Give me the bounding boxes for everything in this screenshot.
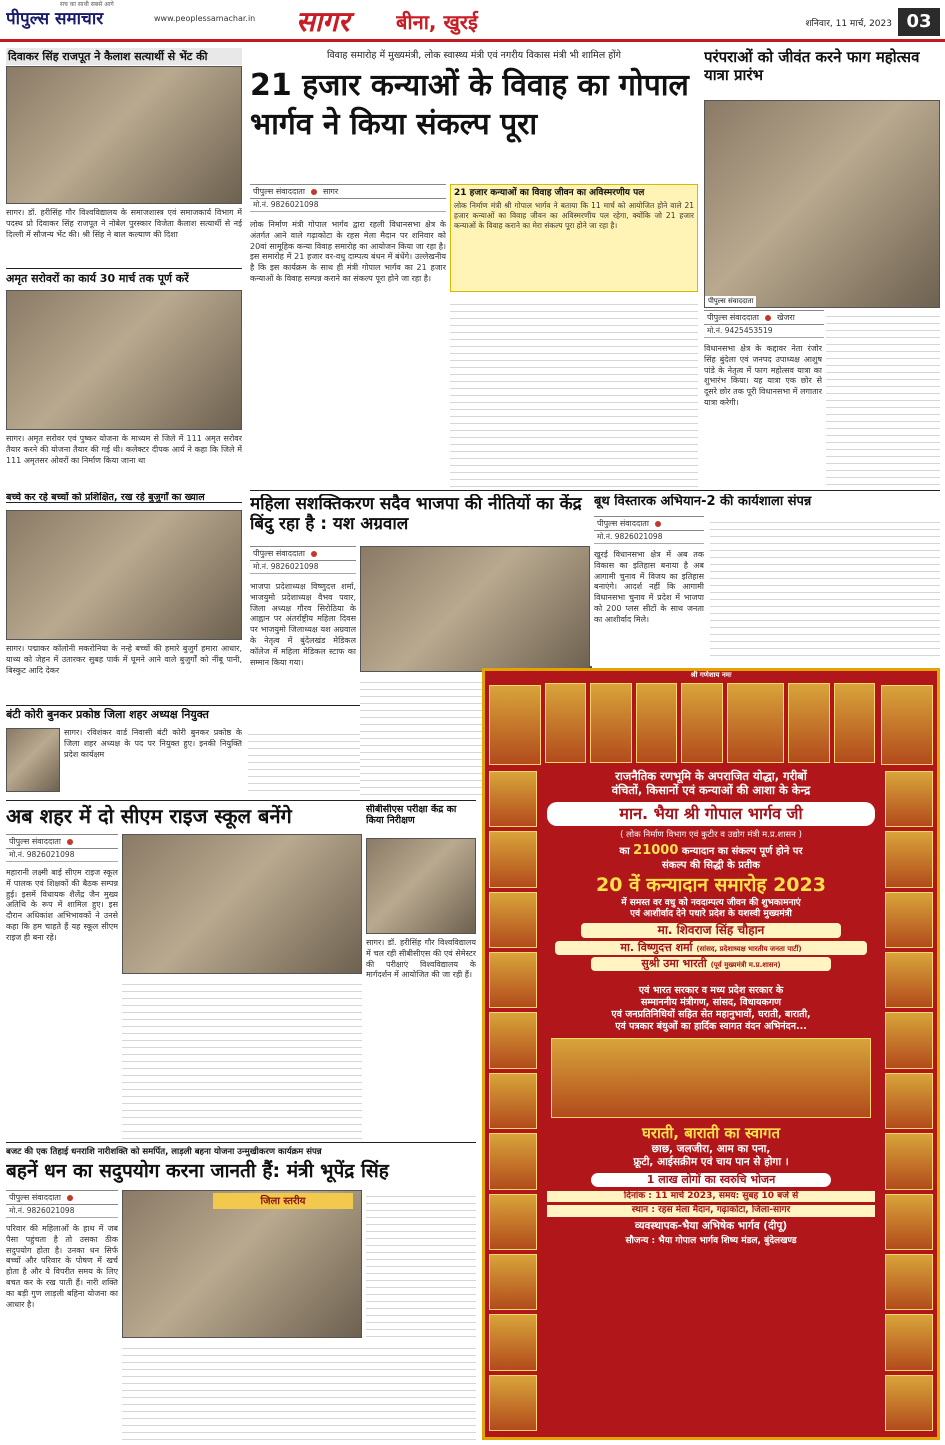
kanyadan-advertisement bbox=[482, 668, 940, 1440]
thumbnail bbox=[489, 1133, 537, 1189]
thumbnail bbox=[489, 952, 537, 1008]
cbse-headline: सीबीसीएस परीक्षा केंद्र का किया निरीक्षण bbox=[366, 804, 457, 827]
byline: पीपुल्स संवाददाता bbox=[6, 834, 118, 849]
thumbnail bbox=[489, 1314, 537, 1370]
divider bbox=[250, 490, 940, 491]
ad-thumbs-left bbox=[489, 771, 537, 1431]
ad-welcome: घराती, बाराती का स्वागत bbox=[641, 1124, 781, 1143]
body: सागर। अमृत सरोवर एवं पुष्कर योजना के माध्यम से जिले में 111 अमृत सरोवर तैयार करने की योजना तैयार की गई थी। कलेक्टर दीपक आर्य ने कहा कि जिले में 111 अमृतसर ओवरों का निर्माण किया जाना था bbox=[6, 434, 242, 465]
ad-line6: सम्माननीय मंत्रीगण, सांसद, विधायकगण bbox=[640, 996, 782, 1008]
portrait bbox=[590, 683, 631, 763]
ad-date-row bbox=[547, 1191, 875, 1202]
mobile: मो.नं. 9425453519 bbox=[704, 325, 824, 338]
cbse-body: सागर। डॉ. हरीसिंह गौर विश्वविद्यालय में चल रही सीबीसीएस की एवं सेमेस्टर की परीक्षाएं विश्वविद्यालय के मार्गदर्शन में आयोजित की जा रही हैं। bbox=[366, 938, 476, 980]
ad-g3-post: (पूर्व मुख्यमंत्री म.प्र.शासन) bbox=[710, 961, 781, 970]
ad-centre bbox=[541, 769, 881, 1437]
ad-courtesy: सौजन्य : भैया गोपाल भार्गव शिष्य मंडल, बुंदेलखण्ड bbox=[625, 1235, 797, 1246]
thumbnail bbox=[885, 892, 933, 948]
lead-photo bbox=[590, 666, 592, 668]
thumbnail bbox=[489, 1012, 537, 1068]
ad-date-label: दिनांक : bbox=[623, 1191, 652, 1202]
portrait bbox=[545, 683, 586, 763]
story-amrit bbox=[6, 272, 242, 500]
ad-guest-2 bbox=[555, 941, 867, 955]
ad-line1-a: का bbox=[619, 846, 630, 858]
photo-caption: पीपुल्स संवाददाता bbox=[705, 296, 756, 307]
cmrise-body: महारानी लक्ष्मी बाई सीएम राइज स्कूल में पालक एवं शिक्षकों की बैठक सम्पन्न हुई। इसमें विधायक शैलेंद्र जैन मुख्य अतिथि के रूप में शामिल हुए। इस दौरान अधिकांश अभिभावकों ने उनसे कहा कि हम चाहते हैं यह स्कूल सीएम राइज ही बना रहे। bbox=[6, 868, 118, 942]
ad-time-label: समय: bbox=[718, 1191, 740, 1202]
divider bbox=[6, 268, 242, 269]
page-number: 03 bbox=[898, 8, 940, 36]
byline: पीपुल्स संवाददाता bbox=[250, 546, 356, 561]
lead-byline-box bbox=[250, 184, 446, 212]
ad-venue-label: स्थान : bbox=[631, 1205, 655, 1216]
yash-body: भाजपा प्रदेशाध्यक्ष विष्णुदत्त शर्मा, भाजयुमो प्रदेशाध्यक्ष वैभव पवार, जिला अध्यक्ष गौरव सिरोठिया के आह्वान पर अंतर्राष्ट्रीय महिला दिवस पर भाजयुमो जिलाध्यक्ष यश अग्रवाल के नेतृत्व में बुंदेलखंड मेडिकल कॉलेज में महिला मेडिकल स्टाफ का सम्मान किया गया। bbox=[250, 582, 356, 667]
portrait bbox=[681, 683, 722, 763]
story-children bbox=[6, 492, 242, 702]
ad-line3: में समस्त वर वधु को नवदाम्पत्य जीवन की शुभकामनाएं bbox=[621, 897, 801, 908]
thumbnail bbox=[885, 1194, 933, 1250]
story-booth bbox=[594, 494, 940, 664]
photo bbox=[6, 510, 242, 640]
ad-line7: एवं जनप्रतिनिधियों सहित सेत महानुभावों, घराती, बाराती, bbox=[611, 1008, 811, 1020]
body: सागर। डॉ. हरीसिंह गौर विश्वविद्यालय के समाजशास्त्र एवं समाजकार्य विभाग में पदस्थ प्रो दिवाकर सिंह राजपूत ने नोबेल पुरस्कार विजेता कैलाश सत्यार्थी से नई दिल्ली में सौजन्य भेंट की। श्री सिंह ने बाल कल्याण की दिशा bbox=[6, 208, 242, 239]
thumbnail bbox=[885, 1314, 933, 1370]
thumbnail bbox=[885, 771, 933, 827]
thumbnail bbox=[489, 1254, 537, 1310]
mobile: मो.नं. 9826021098 bbox=[6, 849, 118, 862]
photo bbox=[122, 1190, 362, 1338]
fag-headline: परंपराओं को जीवंत करने फाग महोत्सव यात्रा प्रारंभ bbox=[704, 48, 920, 84]
photo bbox=[704, 100, 940, 308]
lead-continued bbox=[450, 298, 698, 488]
thumbnail bbox=[885, 1012, 933, 1068]
ad-cm: मा. शिवराज सिंह चौहान bbox=[581, 923, 841, 938]
ad-g2-post: (सांसद, प्रदेशाध्यक्ष भारतीय जनता पार्टी) bbox=[696, 945, 802, 954]
body: सागर। रविशंकर वार्ड निवासी बंटी कोरी बुनकर प्रकोष्ठ के जिला शहर अध्यक्ष के पद पर नियुक्त हुए। इनकी नियुक्ति प्रदेश कार्यक्षम bbox=[64, 728, 242, 759]
ad-post: ( लोक निर्माण विभाग एवं कुटीर व उद्योग मंत्री म.प्र.शासन ) bbox=[620, 829, 802, 840]
ad-date: 11 मार्च 2023, bbox=[655, 1191, 716, 1202]
ad-line1-b: कन्यादान का संकल्प पूर्ण होने पर bbox=[681, 846, 803, 858]
bhupendra-col4 bbox=[366, 1190, 476, 1338]
photo bbox=[6, 290, 242, 430]
bhupendra-body: परिवार की महिलाओं के हाथ में जब पैसा पहुंचता है तो उसका ठीक सदुपयोग होता है। उनका धन सिर्फ बच्चों और परिवार के पोषण में खर्च होता है और ये विपरीत समय के लिए बचत कर के रख पाती हैं। नारी शक्ति का बड़ी गुण लाड़ली बहिना योजना का आधार है। bbox=[6, 1224, 118, 1309]
thumbnail bbox=[885, 1375, 933, 1431]
divider bbox=[6, 1142, 476, 1143]
byline: पीपुल्स संवाददाता bbox=[6, 1190, 118, 1205]
portrait bbox=[788, 683, 829, 763]
ad-tagline-1: राजनैतिक रणभूमि के अपराजित योद्धा, गरीबों bbox=[615, 769, 807, 783]
yash-byline-box bbox=[250, 546, 356, 574]
headline: अमृत सरोवरों का कार्य 30 मार्च तक पूर्ण करें bbox=[6, 272, 189, 285]
lead-story bbox=[250, 48, 698, 488]
booth-body: खुरई विधानसभा क्षेत्र में अब तक विकास का इतिहास बनाया है अब आगामी चुनाव में विजय का इतिहास बनाएंगे। आदर्श नहीं कि आगामी विधानसभा चुनाव में प्रदेश में भाजपा को 200 प्लस सीटों के साथ जनता का आशीर्वाद मिले। bbox=[594, 550, 704, 624]
story-fag bbox=[704, 48, 940, 488]
lead-body: लोक निर्माण मंत्री गोपाल भार्गव द्वारा रहली विधानसभा क्षेत्र के अंतर्गत आने वाले गढ़ाकोटा के रहस मेला मैदान पर शनिवार को 20वां सामूहिक कन्या विवाह समारोह का आयोजन किया जा रहा है। इस समारोह में 21 हजार वर-वधु दाम्पत्य बंधन में बंधेंगे। उल्लेखनीय है कि इस कार्यक्रम के साथ ही मंत्री गोपाल भार्गव का 21 हजार कन्याओं के विवाह सम्पन्न कराने का संकल्प पूरा होने जा रहा है। bbox=[250, 220, 446, 283]
thumbnail bbox=[489, 1375, 537, 1431]
ad-org: भैया अभिषेक भार्गव (दीपू) bbox=[682, 1219, 788, 1232]
issue-date: शनिवार, 11 मार्च, 2023 bbox=[805, 19, 892, 29]
ad-top: श्री गणेशाय नमः bbox=[690, 671, 732, 679]
cmrise-byline-box bbox=[6, 834, 118, 862]
city-title: सागर bbox=[296, 5, 350, 36]
headline: दिवाकर सिंह राजपूत ने कैलाश सत्यार्थी से भेंट की bbox=[6, 48, 242, 65]
bhupendra-kicker: बजट की एक तिहाई धनराशि नारीशक्ति को समर्पित, लाड़ली बहना योजना उन्मुखीकरण कार्यक्रम संपन्न bbox=[6, 1147, 322, 1157]
photo bbox=[122, 834, 362, 974]
cmrise-continued bbox=[122, 978, 362, 1140]
ad-line2: संकल्प की सिद्धी के प्रतीक bbox=[662, 859, 760, 871]
byline: पीपुल्स संवाददाता bbox=[594, 516, 704, 531]
headline: बच्चे कर रहे बच्चों को प्रशिक्षित, रख रहे बुजुर्गों का ख्याल bbox=[6, 492, 205, 503]
ad-org-label: व्यवस्थापक- bbox=[634, 1219, 683, 1232]
ganesh-image bbox=[727, 683, 784, 763]
ad-time: सुबह 10 बजे से bbox=[742, 1191, 799, 1202]
ad-line5: एवं भारत सरकार व मध्य प्रदेश सरकार के bbox=[638, 984, 784, 996]
masthead bbox=[0, 0, 945, 42]
mobile: मो.नं. 9826021098 bbox=[6, 1205, 118, 1218]
thumbnail bbox=[885, 952, 933, 1008]
ad-organiser bbox=[541, 1220, 881, 1233]
ad-line1 bbox=[541, 843, 881, 859]
thumbnail bbox=[885, 1073, 933, 1129]
ad-line8: एवं पत्रकार बंधुओं का हार्दिक स्वागत वंदन अभिनंदन... bbox=[615, 1020, 807, 1032]
ad-big-number: 21000 bbox=[633, 843, 679, 859]
lead-highlight-box bbox=[450, 184, 698, 292]
mobile: मो.नं. 9826021098 bbox=[594, 531, 704, 544]
fag-body: विधानसभा क्षेत्र के कद्दावर नेता रंजोर सिंह बुंदेला एवं जनपद उपाध्यक्ष आशुष पांडे के नेतृत्व में फाग महोत्सव यात्रा का शुभारंभ किया। यह यात्रा एक छोर से दूसरे छोर तक पूरी विधानसभा में लगातार यात्रा करेगी। bbox=[704, 344, 822, 407]
highlight-body: लोक निर्माण मंत्री श्री गोपाल भार्गव ने बताया कि 11 मार्च को आयोजित होने वाले 21 हजार कन्याओं का विवाह जीवन का अविस्मरणीय पल रहेगा, क्योंकि जो 21 हजार कन्याओं के विवाह कराने का मेरा संकल्प पूरा होने जा रहा है। bbox=[454, 200, 694, 231]
photo bbox=[360, 546, 590, 672]
ad-meal: 1 लाख लोगों का स्वरुचि भोजन bbox=[591, 1173, 831, 1187]
event-banner: जिला स्तरीय bbox=[213, 1193, 353, 1209]
lead-kicker: विवाह समारोह में मुख्यमंत्री, लोक स्वास्थ्य मंत्री एवं नगरीय विकास मंत्री भी शामिल होंगे bbox=[326, 50, 622, 61]
ad-tagline-2: वंचितों, किसानों एवं कन्याओं की आशा के केन्द्र bbox=[611, 783, 811, 798]
byline: पीपुल्स संवाददाता सागर bbox=[250, 184, 446, 199]
story-cbse bbox=[366, 804, 476, 1140]
booth-continued bbox=[710, 516, 940, 662]
headline: बंटी कोरी बुनकर प्रकोष्ठ जिला शहर अध्यक्ष नियुक्त bbox=[6, 708, 209, 721]
fag-byline-box bbox=[704, 310, 824, 338]
thumbnail bbox=[885, 831, 933, 887]
portrait bbox=[6, 728, 60, 792]
thumbnail bbox=[885, 1254, 933, 1310]
thumbnail bbox=[885, 1133, 933, 1189]
ad-event: 20 वें कन्यादान समारोह 2023 bbox=[596, 874, 826, 897]
ad-name: मान. भैया श्री गोपाल भार्गव जी bbox=[547, 802, 875, 826]
side-figure-left bbox=[489, 685, 541, 765]
brand-logo: पीपुल्स समाचार bbox=[6, 9, 104, 29]
highlight-title: 21 हजार कन्याओं का विवाह जीवन का अविस्मरणीय पल bbox=[454, 188, 645, 198]
ad-menu-2: फ्रूटी, आईसक्रीम एवं चाय पान से होगा । bbox=[633, 1156, 789, 1169]
ad-venue: रहस मेला मैदान, गढ़ाकोटा, जिला-सागर bbox=[658, 1205, 791, 1216]
ad-menu-1: छाछ, जलजीरा, आम का पना, bbox=[651, 1143, 771, 1156]
ad-portraits bbox=[545, 683, 875, 763]
byline: पीपुल्स संवाददाता खेजरा bbox=[704, 310, 824, 325]
thumbnail bbox=[489, 1194, 537, 1250]
fag-continued bbox=[826, 310, 940, 488]
mobile: मो.नं. 9826021098 bbox=[250, 199, 446, 212]
thumbnail bbox=[489, 831, 537, 887]
booth-byline-box bbox=[594, 516, 704, 544]
photo bbox=[366, 838, 476, 934]
thumbnail bbox=[489, 1073, 537, 1129]
side-figure-right bbox=[881, 685, 933, 765]
bhupendra-continued bbox=[122, 1342, 476, 1440]
body: सागर। पद्माकर कॉलोनी मकरोनिया के नन्हे बच्चों की हमारे बुजुर्ग हमारा आधार, याथ्य को जेहन में उतारकर सुबह पार्क में घूमने आने वाले बुजुर्गों को नींबू पानी, बिस्कुट आदि देकर bbox=[6, 644, 242, 675]
mobile: मो.नं. 9826021098 bbox=[250, 561, 356, 574]
booth-headline: बूथ विस्तारक अभियान-2 की कार्यशाला संपन्न bbox=[594, 494, 812, 509]
thumbnail bbox=[489, 771, 537, 827]
ad-guest-3 bbox=[591, 957, 831, 971]
bhupendra-headline: बहनें धन का सदुपयोग करना जानती हैं: मंत्री भूपेंद्र सिंह bbox=[6, 1160, 389, 1182]
region-title: बीना, खुरई bbox=[396, 10, 478, 34]
story-bhupendra bbox=[6, 1146, 476, 1440]
site-url[interactable]: www.peoplessamachar.in bbox=[154, 14, 256, 23]
procession-illustration bbox=[551, 1038, 871, 1118]
ad-thumbs-right bbox=[885, 771, 933, 1431]
thumbnail bbox=[489, 892, 537, 948]
story-cmrise bbox=[6, 804, 362, 1140]
story-kailash bbox=[6, 48, 242, 266]
yash-headline: महिला सशक्तिकरण सदैव भाजपा की नीतियों का केंद्र बिंदु रहा है : यश अग्रवाल bbox=[250, 494, 582, 535]
lead-headline: 21 हजार कन्याओं के विवाह का गोपाल भार्गव ने किया संकल्प पूरा bbox=[250, 68, 689, 142]
divider bbox=[6, 800, 476, 801]
bhupendra-byline-box bbox=[6, 1190, 118, 1218]
cmrise-headline: अब शहर में दो सीएम राइज स्कूल बनेंगे bbox=[6, 804, 292, 828]
ad-line4: एवं आशीर्वाद देने पधारे प्रदेश के यशस्वी मुख्यमंत्री bbox=[630, 909, 792, 920]
portrait bbox=[834, 683, 875, 763]
ad-g2-name: मा. विष्णुदत्त शर्मा bbox=[620, 941, 693, 955]
photo bbox=[6, 66, 242, 204]
portrait bbox=[636, 683, 677, 763]
brand-tagline: सच का साथी सबसे आगे bbox=[60, 1, 114, 8]
ad-g3-name: सुश्री उमा भारती bbox=[641, 957, 707, 971]
ad-venue-row bbox=[547, 1205, 875, 1216]
